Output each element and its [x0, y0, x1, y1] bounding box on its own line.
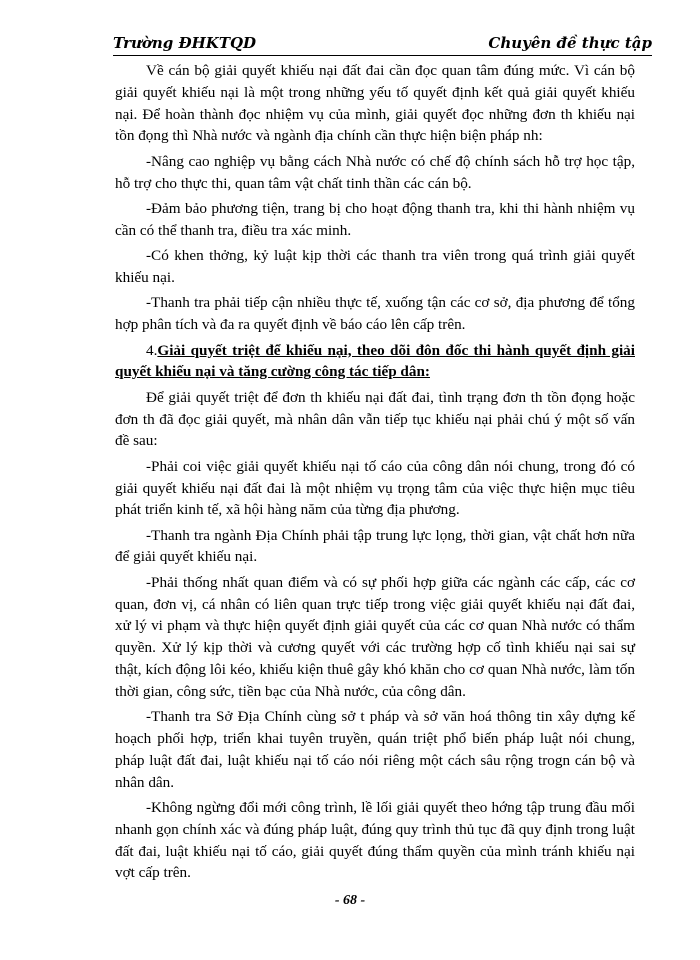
- paragraph: -Có khen thởng, kỷ luật kịp thời các thanh tra viên trong quá trình giải quyết khiếu nại.: [115, 247, 635, 286]
- paragraph: Về cán bộ giải quyết khiếu nại đất đai cần đọc quan tâm đúng mức. Vì cán bộ giải quyết khiếu nại là một trong những yếu tố quyết định kết quả giải quyết khiếu nại. Để hoàn thành đọc nhiệm vụ của mình, giải quyết đọc những đơn th khiếu nại tồn đọng thì Nhà nước và ngành địa chính cần thực hiện biện pháp nh:: [115, 62, 635, 145]
- paragraph: -Thanh tra Sở Địa Chính cùng sở t pháp và sở văn hoá thông tin xây dựng kế hoạch phối hợp, triển khai tuyên truyền, quán triệt phổ biến pháp luật nói chung, pháp luật đất đai, luật khiếu nại tố cáo nói riêng một cách sâu rộng trogn cán bộ và nhân dân.: [115, 708, 635, 791]
- header-school-name: Trường ĐHKTQD: [113, 34, 257, 52]
- paragraph: -Nâng cao nghiệp vụ bằng cách Nhà nước có chế độ chính sách hỗ trợ học tập, hỗ trợ cho thực thi, quan tâm vật chất tinh thần các cán bộ.: [115, 152, 635, 192]
- section-heading-number: 4.: [146, 341, 158, 359]
- paragraph: -Không ngừng đổi mới công trình, lề lối giải quyết theo hớng tập trung đầu mối nhanh gọn chính xác và đúng pháp luật, đúng quy trình thủ tục đã quy định trong luật đất đai, luật khiếu nại tố cáo, giải quyết đúng thẩm quyền của mình tránh khiếu nại vợt cấp trên.: [115, 799, 635, 882]
- paragraph: -Thanh tra phải tiếp cận nhiều thực tế, xuống tận các cơ sở, địa phương để tổng hợp phân tích và đa ra quyết định về báo cáo lên cấp trên.: [115, 294, 635, 334]
- header-divider: [113, 55, 652, 56]
- paragraph: -Đảm bảo phương tiện, trang bị cho hoạt động thanh tra, khi thi hành nhiệm vụ cần có thể thanh tra, điều tra xác minh.: [115, 199, 635, 239]
- page-header: [113, 34, 652, 56]
- paragraph: Để giải quyết triệt để đơn th khiếu nại đất đai, tình trạng đơn th tồn đọng hoặc đơn th đã đọc giải quyết, mà nhân dân vẫn tiếp tục khiếu nại phải chú ý một số vấn đề sau:: [115, 388, 635, 450]
- paragraph: -Phải coi việc giải quyết khiếu nại tố cáo của công dân nói chung, trong đó có giải quyết khiếu nại đất đai là một nhiệm vụ trọng tâm của việc thực hiện mục tiêu phát triển kinh tế, xã hội hàng năm của từng địa phương.: [115, 457, 635, 519]
- page-number: - 68 -: [334, 893, 366, 908]
- header-document-type: Chuyên đề thực tập: [488, 34, 652, 52]
- paragraph: -Thanh tra ngành Địa Chính phải tập trung lực lọng, thời gian, vật chất hơn nữa để giải quyết khiếu nại.: [115, 526, 635, 566]
- section-heading-title: Giải quyết triệt để khiếu nại, theo dõi đôn đốc thi hành quyết định giải quyết khiếu nại và tăng cường công tác tiếp dân:: [115, 341, 635, 381]
- paragraph: -Phải thống nhất quan điểm và có sự phối hợp giữa các ngành các cấp, các cơ quan, đơn vị, cá nhân có liên quan trực tiếp trong việc giải quyết khiếu nại đất đai, xử lý vi phạm và thực hiện quyết định giải quyết của các cơ quan Nhà nước có thẩm quyền. Xử lý kịp thời và cương quyết với các trường hợp cố tình khiếu nại sai sự thật, kích động lôi kéo, khiếu kiện thuê gây khó khăn cho cơ quan Nhà nước, làm tốn thời gian, công sức, tiền bạc của Nhà nước, của công dân.: [115, 573, 635, 700]
- section-heading: [115, 340, 635, 384]
- document-body: [115, 60, 635, 888]
